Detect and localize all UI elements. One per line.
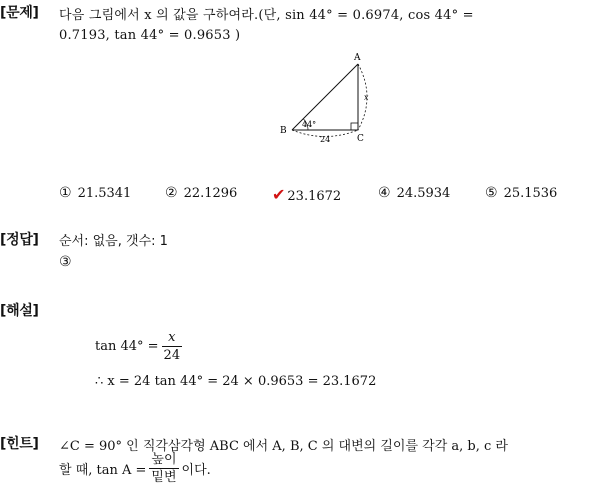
hint-tag: [힌트] xyxy=(0,436,39,452)
solution-tag: [해설] xyxy=(0,303,39,319)
triangle-figure xyxy=(278,48,388,144)
answer-meta: 순서: 없음, 갯수: 1 xyxy=(59,234,168,249)
figure-label-angle: 44° xyxy=(302,120,317,129)
answer-tag: [정답] xyxy=(0,232,39,248)
check-icon: ✔ xyxy=(272,185,286,204)
hint-line-2-post: 이다. xyxy=(181,463,211,478)
answer-value: ③ xyxy=(59,254,72,270)
option-value: 23.1672 xyxy=(287,189,342,204)
figure-label-c: C xyxy=(357,134,364,144)
hint-denominator: 밑변 xyxy=(151,470,177,485)
hint-line-2 xyxy=(59,452,211,485)
option-4[interactable] xyxy=(378,185,450,201)
figure-label-b: B xyxy=(280,126,287,136)
option-5[interactable] xyxy=(485,185,557,201)
option-1[interactable] xyxy=(59,185,131,201)
option-3[interactable] xyxy=(272,185,341,204)
hint-line-1: ∠C = 90° 인 직각삼각형 ABC 에서 A, B, C 의 대변의 길이를 각각 a, b, c 라 xyxy=(59,439,508,454)
option-2[interactable] xyxy=(165,185,237,201)
option-value: 21.5341 xyxy=(77,186,132,201)
figure-label-a: A xyxy=(354,53,361,63)
eq1-lhs: tan 44° = xyxy=(95,339,159,354)
solution-eq-2: ∴ x = 24 tan 44° = 24 × 0.9653 = 23.1672 xyxy=(95,374,377,389)
hint-line-2-pre: 할 때, tan A = xyxy=(59,463,147,478)
eq1-denominator: 24 xyxy=(163,348,181,363)
figure-label-base: 24 xyxy=(320,135,331,144)
solution-eq-1 xyxy=(95,330,185,363)
option-marker: ④ xyxy=(378,185,391,201)
hint-numerator: 높이 xyxy=(151,452,177,467)
figure-label-side: x xyxy=(364,93,369,102)
eq1-numerator: x xyxy=(162,330,183,347)
option-marker: ⑤ xyxy=(485,185,498,201)
option-marker: ① xyxy=(59,185,72,201)
problem-line-2: 0.7193, tan 44° = 0.9653 ) xyxy=(59,28,241,43)
hint-fraction xyxy=(149,452,178,485)
problem-line-1: 다음 그림에서 x 의 값을 구하여라.(단, sin 44° = 0.6974, cos 44° = xyxy=(59,8,474,23)
option-value: 25.1536 xyxy=(503,186,558,201)
eq1-fraction xyxy=(162,330,183,363)
option-value: 22.1296 xyxy=(183,186,238,201)
option-value: 24.5934 xyxy=(396,186,451,201)
option-marker: ② xyxy=(165,185,178,201)
problem-tag: [문제] xyxy=(0,5,39,21)
